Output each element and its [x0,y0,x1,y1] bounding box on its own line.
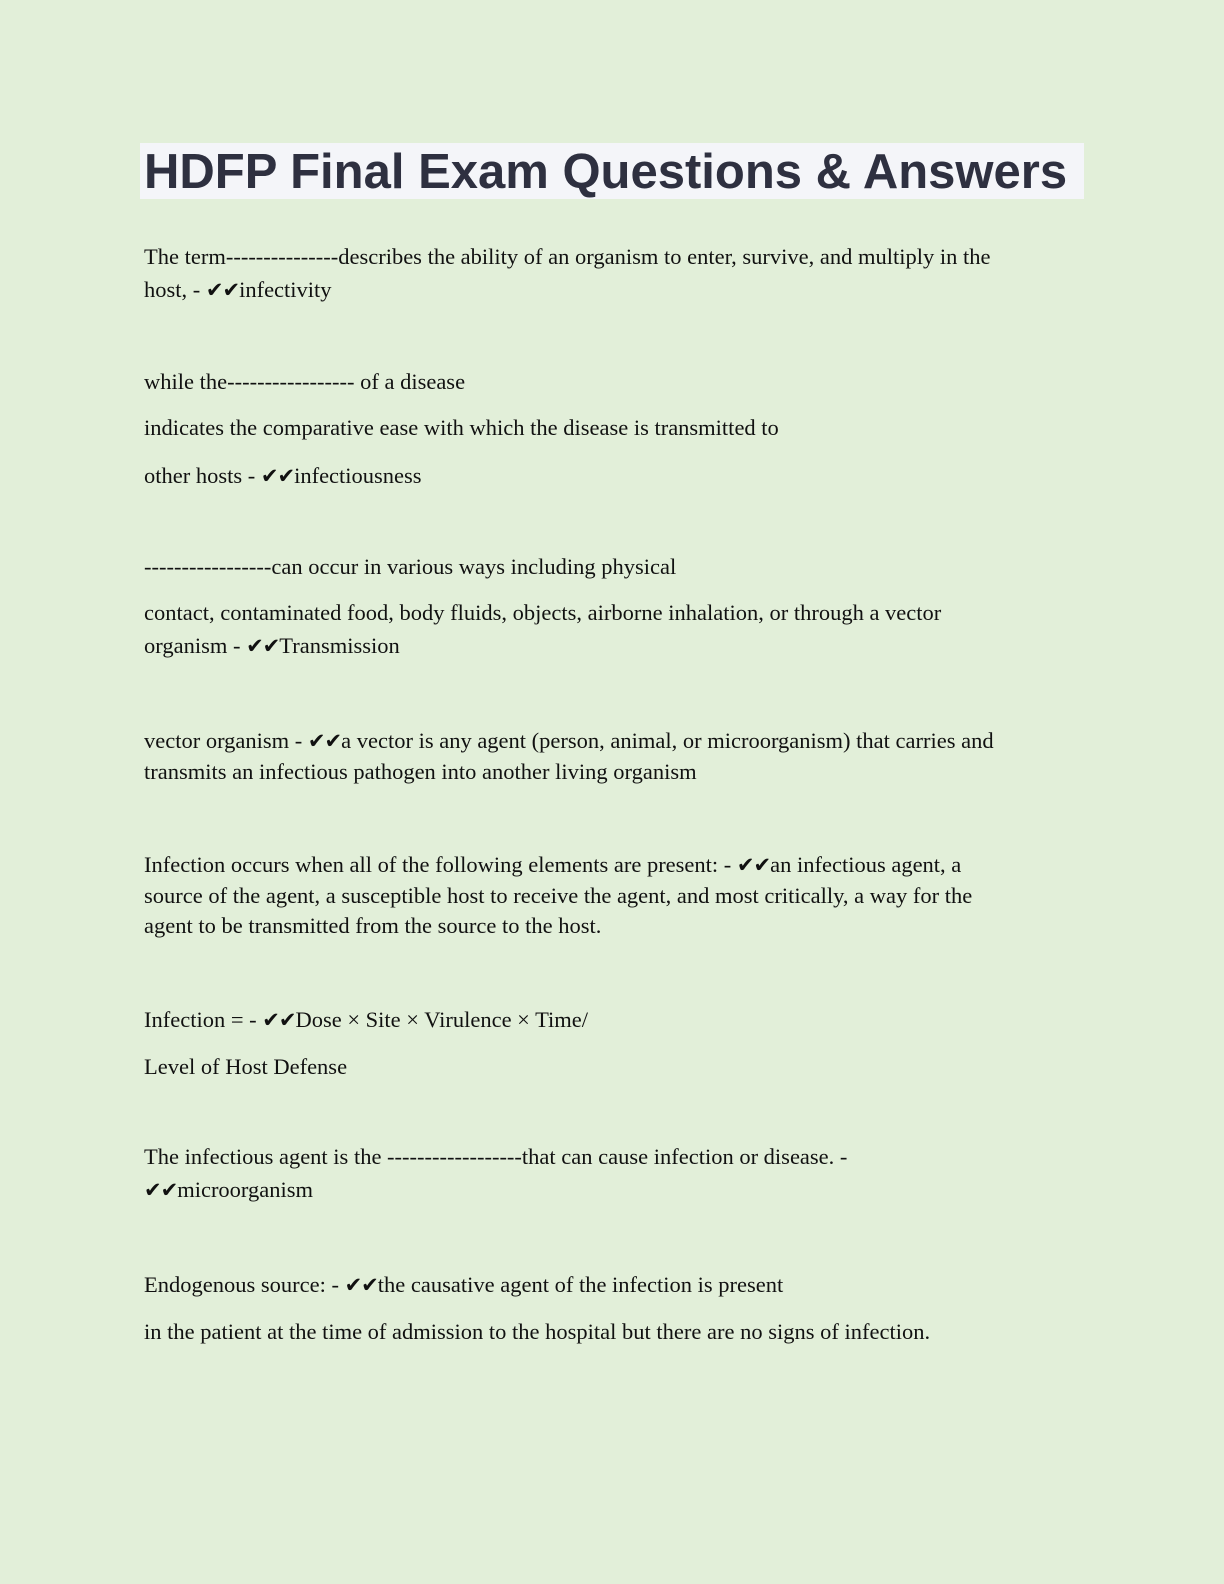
page-title: HDFP Final Exam Questions & Answers [144,145,1068,199]
q2-question-line-2: indicates the comparative ease with which the disease is transmitted to [144,415,779,440]
check-mark-icon: ✔✔ [260,464,295,488]
q4-line-1 [144,726,994,756]
q8-line-1 [144,1270,783,1300]
q8-answer-line-2: in the patient at the time of admission to the hospital but there are no signs of infection. [144,1319,931,1344]
q5-answer: an infectious agent, a [770,852,962,877]
check-mark-icon: ✔✔ [262,1008,296,1032]
q3-question-text: organism - [144,633,247,658]
q2-question-text: other hosts - [144,463,261,488]
check-mark-icon: ✔✔ [736,853,771,877]
q5-line-1 [144,850,961,880]
q4-answer: a vector is any agent (person, animal, or microorganism) that carries and [341,728,994,753]
check-mark-icon: ✔✔ [246,634,280,658]
q1-question-line-1: The term---------------describes the ability of an organism to enter, survive, and multiply in the [144,244,991,269]
q6-line-1 [144,1005,588,1035]
q3-question-line-2: contact, contaminated food, body fluids, objects, airborne inhalation, or through a vector [144,600,942,625]
q2-answer: infectiousness [294,463,422,488]
q1-question-text: host, - [144,277,206,302]
check-mark-icon: ✔✔ [307,729,342,753]
q4-question-text: vector organism - [144,728,308,753]
q2-question-line-1: while the----------------- of a disease [144,369,466,394]
q1-question-line-2 [144,275,332,305]
q4-answer-line-2: transmits an infectious pathogen into another living organism [144,759,697,784]
q5-question-text: Infection occurs when all of the following elements are present: - [144,852,737,877]
q5-answer-line-3: agent to be transmitted from the source to the host. [144,913,602,938]
q6-answer-line-2: Level of Host Defense [144,1054,348,1079]
q3-question-line-3 [144,631,400,661]
q3-answer: Transmission [279,633,400,658]
q5-answer-line-2: source of the agent, a susceptible host to receive the agent, and most critically, a way for the [144,883,973,908]
q6-answer: Dose × Site × Virulence × Time/ [295,1007,589,1032]
check-mark-icon: ✔✔ [144,1178,178,1202]
q7-answer-line [144,1175,313,1205]
q1-answer: infectivity [239,277,332,302]
check-mark-icon: ✔✔ [344,1273,378,1297]
check-mark-icon: ✔✔ [205,278,240,302]
q7-question-line: The infectious agent is the ------------------that can cause infection or disease. - [144,1144,848,1169]
q6-question-text: Infection = - [144,1007,263,1032]
q8-question-text: Endogenous source: - [144,1272,345,1297]
q7-answer: microorganism [177,1177,314,1202]
q8-answer: the causative agent of the infection is present [377,1272,784,1297]
q3-question-line-1: -----------------can occur in various ways including physical [144,554,677,579]
q2-question-line-3 [144,461,422,491]
